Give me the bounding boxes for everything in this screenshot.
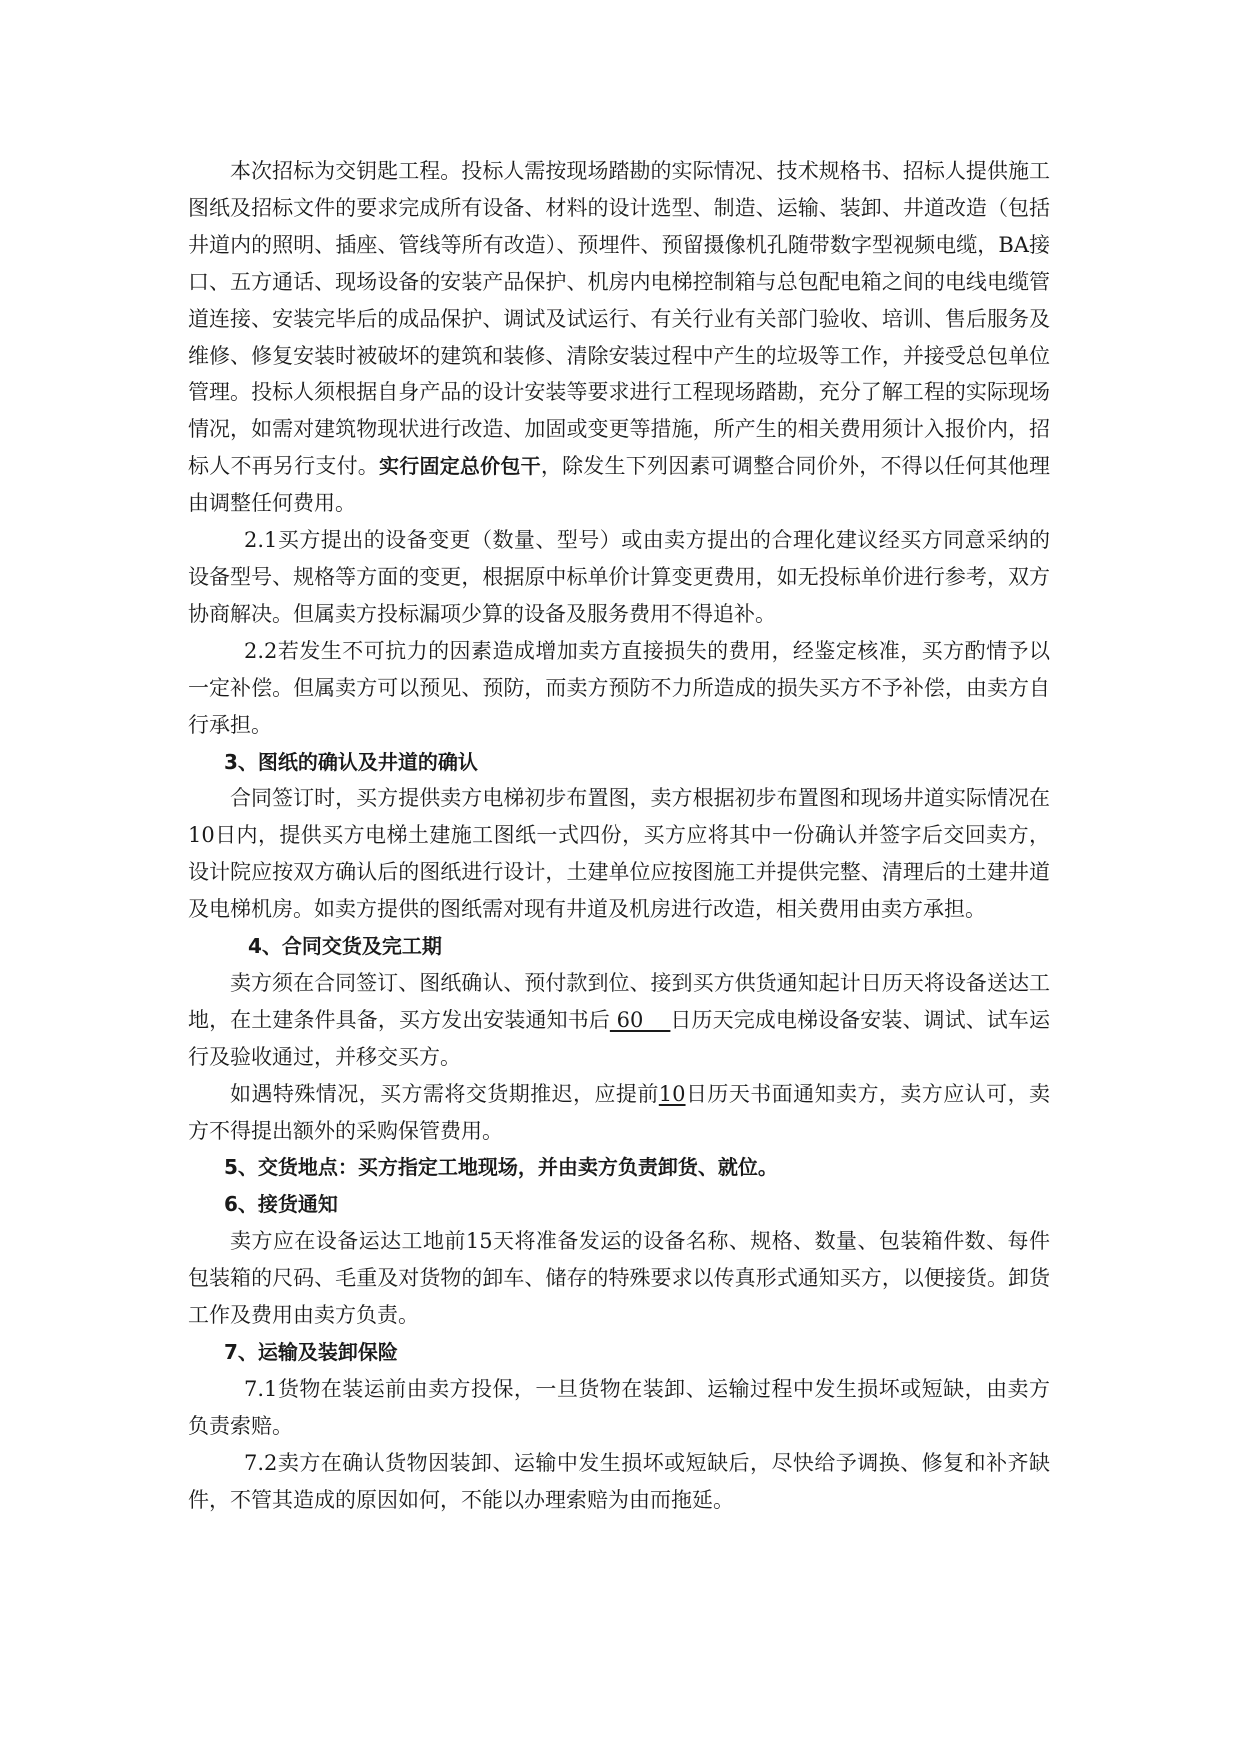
paragraph-postpone — [188, 1076, 1050, 1150]
paragraph-scope — [188, 153, 1050, 522]
paragraph-2-2: 2.2若发生不可抗力的因素造成增加卖方直接损失的费用，经鉴定核准，买方酌情予以一定补偿。但属卖方可以预见、预防，而卖方预防不力所造成的损失买方不予补偿，由卖方自行承担。 — [188, 638, 1050, 737]
paragraph-drawings: 合同签订时，买方提供卖方电梯初步布置图，卖方根据初步布置图和现场井道实际情况在10日内，提供买方电梯土建施工图纸一式四份，买方应将其中一份确认并签字后交回卖方，设计院应按双方确认后的图纸进行设计，土建单位应按图施工并提供完整、清理后的土建井道及电梯机房。如卖方提供的图纸需对现有井道及机房进行改造，相关费用由卖方承担。 — [188, 786, 1050, 922]
days-blank-60: 60 — [609, 1007, 671, 1032]
fixed-price-emphasis: 实行固定总价包干 — [379, 454, 541, 479]
paragraph-delivery-text: 卖方须在合同签订、图纸确认、预付款到位、接到买方供货通知起计日历天将设备送达工地，在土建条件具备，买方发出安装通知书后 — [188, 970, 1050, 1032]
section-heading-3: 3、图纸的确认及井道的确认 — [224, 749, 478, 774]
document-body — [188, 153, 1050, 1519]
paragraph-7-1: 7.1货物在装运前由卖方投保，一旦货物在装卸、运输过程中发生损坏或短缺，由卖方负责索赔。 — [188, 1376, 1050, 1438]
paragraph-delivery — [188, 965, 1050, 1076]
paragraph-7-2: 7.2卖方在确认货物因装卸、运输中发生损坏或短缺后，尽快给予调换、修复和补齐缺件，不管其造成的原因如何，不能以办理索赔为由而拖延。 — [188, 1450, 1050, 1512]
paragraph-2-1: 2.1买方提出的设备变更（数量、型号）或由卖方提出的合理化建议经买方同意采纳的设备型号、规格等方面的变更，根据原中标单价计算变更费用，如无投标单价进行参考，双方协商解决。但属卖方投标漏项少算的设备及服务费用不得追补。 — [188, 528, 1050, 626]
paragraph-scope-text: 本次招标为交钥匙工程。投标人需按现场踏勘的实际情况、技术规格书、招标人提供施工图纸及招标文件的要求完成所有设备、材料的设计选型、制造、运输、装卸、井道改造（包括井道内的照明、插座、管线等所有改造）、预埋件、预留摄像机孔随带数字型视频电缆，BA接口、五方通话、现场设备的安装产品保护、机房内电梯控制箱与总包配电箱之间的电线电缆管道连接、安装完毕后的成品保护、调试及试运行、有关行业有关部门验收、培训、售后服务及维修、修复安装时被破坏的建筑和装修、清除安装过程中产生的垃圾等工作，并接受总包单位管理。投标人须根据自身产品的设计安装等要求进行工程现场踏勘，充分了解工程的实际现场情况，如需对建筑物现状进行改造、加固或变更等措施，所产生的相关费用须计入报价内，招标人不再另行支付。 — [188, 159, 1050, 479]
section-heading-5: 5、交货地点：买方指定工地现场，并由卖方负责卸货、就位。 — [224, 1155, 778, 1180]
paragraph-delivery-tail: 日历天完成电梯设备安装、调试、试车运行及验收通过，并移交买方。 — [188, 1007, 1050, 1069]
section-heading-6: 6、接货通知 — [224, 1192, 338, 1217]
paragraph-postpone-tail: 日历天书面通知卖方，卖方应认可，卖方不得提出额外的采购保管费用。 — [188, 1081, 1051, 1143]
days-blank-10: 10 — [658, 1081, 686, 1106]
paragraph-scope-tail: ，除发生下列因素可调整合同价外，不得以任何其他理由调整任何费用。 — [188, 454, 1051, 516]
section-heading-7: 7、运输及装卸保险 — [224, 1340, 398, 1364]
paragraph-notice: 卖方应在设备运达工地前15天将准备发运的设备名称、规格、数量、包装箱件数、每件包装箱的尺码、毛重及对货物的卸车、储存的特殊要求以传真形式通知买方，以便接货。卸货工作及费用由卖方负责。 — [188, 1229, 1050, 1328]
paragraph-postpone-text: 如遇特殊情况，买方需将交货期推迟，应提前 — [230, 1081, 659, 1106]
section-heading-4: 4、合同交货及完工期 — [248, 934, 442, 959]
